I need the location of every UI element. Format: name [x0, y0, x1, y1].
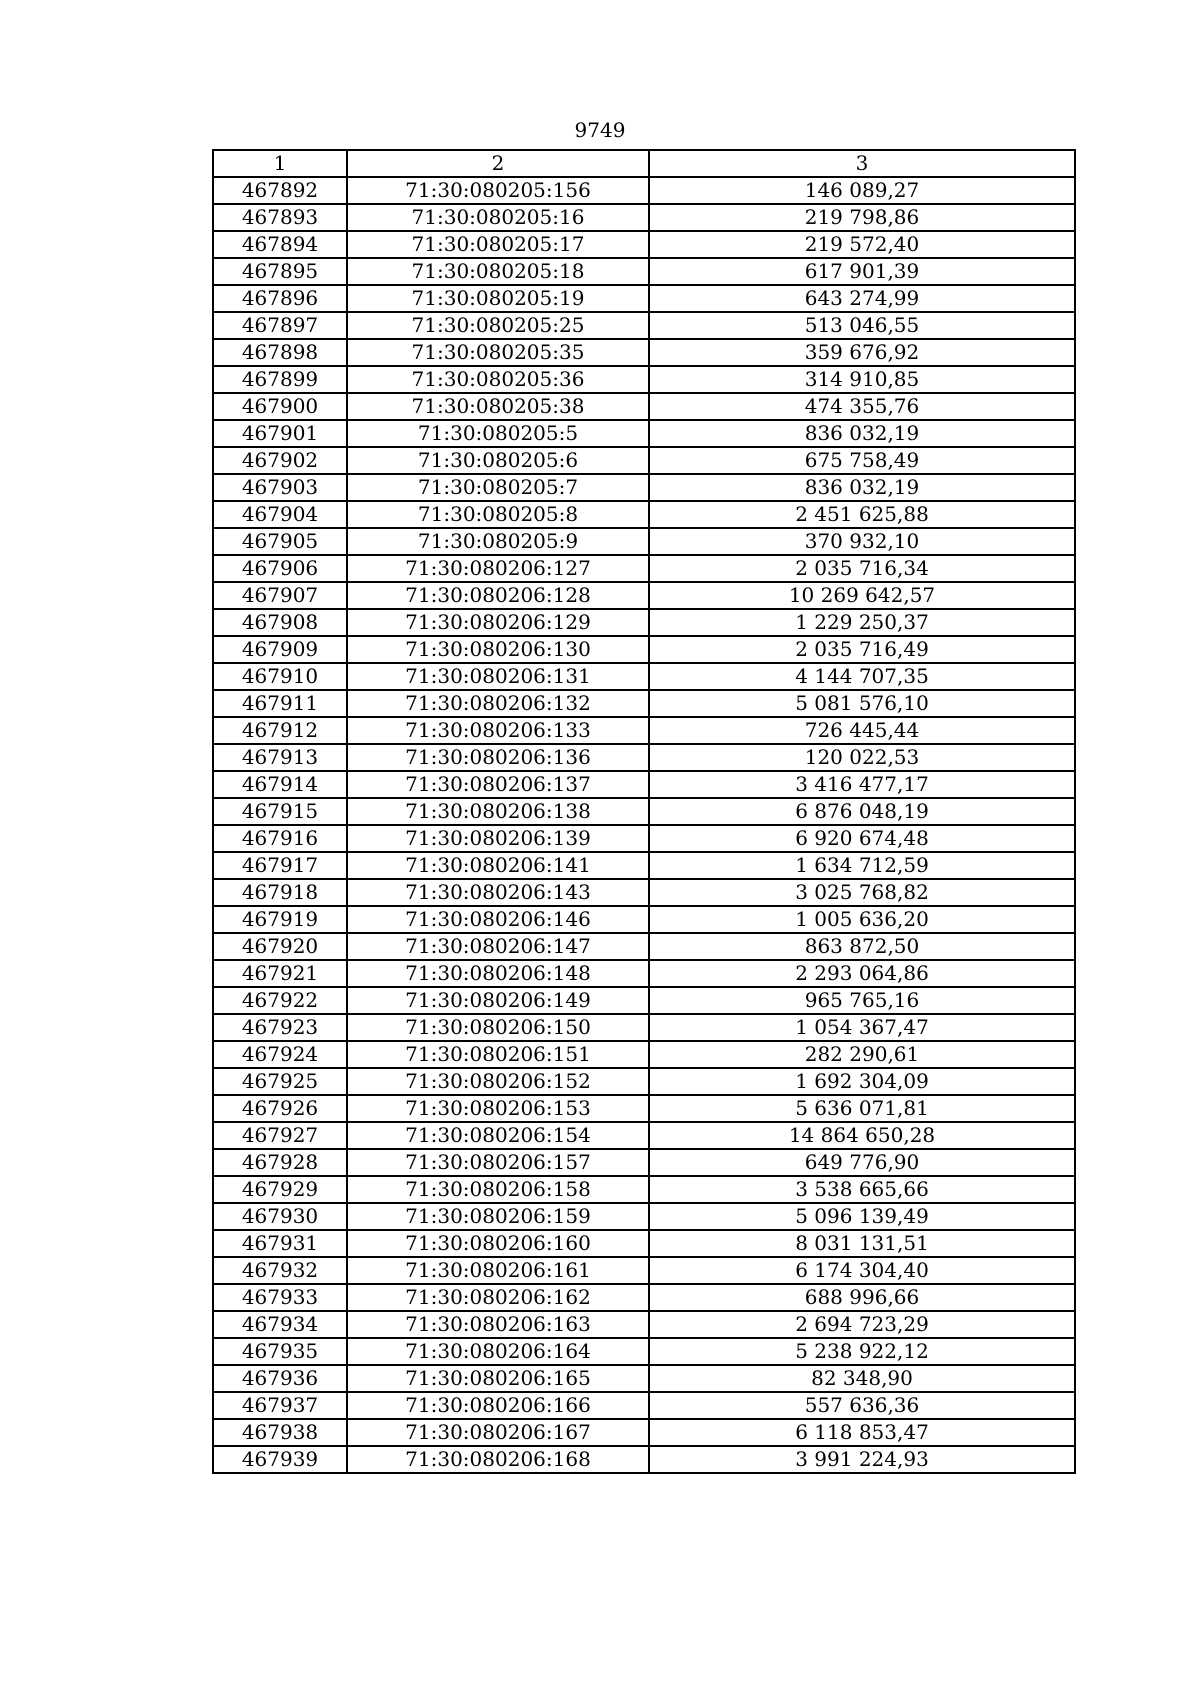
table-row: [213, 1392, 1075, 1419]
row-number-cell: 467907: [213, 582, 347, 609]
cadastral-number-cell: 71:30:080205:16: [347, 204, 649, 231]
value-cell: 6 118 853,47: [649, 1419, 1075, 1446]
cadastral-number-cell: 71:30:080206:137: [347, 771, 649, 798]
cadastral-number-cell: 71:30:080206:133: [347, 717, 649, 744]
cadastral-number-cell: 71:30:080206:157: [347, 1149, 649, 1176]
row-number-cell: 467915: [213, 798, 347, 825]
cadastral-number-cell: 71:30:080206:161: [347, 1257, 649, 1284]
table-row: [213, 258, 1075, 285]
table-row: [213, 393, 1075, 420]
value-cell: 1 005 636,20: [649, 906, 1075, 933]
table-row: [213, 798, 1075, 825]
value-cell: 146 089,27: [649, 177, 1075, 204]
table-row: [213, 744, 1075, 771]
page-number: 9749: [574, 118, 626, 142]
row-number-cell: 467896: [213, 285, 347, 312]
table-row: [213, 1311, 1075, 1338]
row-number-cell: 467909: [213, 636, 347, 663]
row-number-cell: 467897: [213, 312, 347, 339]
row-number-cell: 467925: [213, 1068, 347, 1095]
row-number-cell: 467930: [213, 1203, 347, 1230]
row-number-cell: 467921: [213, 960, 347, 987]
cadastral-number-cell: 71:30:080206:132: [347, 690, 649, 717]
cadastral-number-cell: 71:30:080206:129: [347, 609, 649, 636]
row-number-cell: 467932: [213, 1257, 347, 1284]
cadastral-number-cell: 71:30:080205:36: [347, 366, 649, 393]
row-number-cell: 467899: [213, 366, 347, 393]
table-row: [213, 1014, 1075, 1041]
row-number-cell: 467892: [213, 177, 347, 204]
table-row: [213, 1446, 1075, 1473]
row-number-cell: 467898: [213, 339, 347, 366]
cadastral-number-cell: 71:30:080206:162: [347, 1284, 649, 1311]
cadastral-number-cell: 71:30:080206:136: [347, 744, 649, 771]
cadastral-number-cell: 71:30:080206:141: [347, 852, 649, 879]
row-number-cell: 467938: [213, 1419, 347, 1446]
value-cell: 474 355,76: [649, 393, 1075, 420]
row-number-cell: 467908: [213, 609, 347, 636]
cadastral-number-cell: 71:30:080205:38: [347, 393, 649, 420]
value-cell: 617 901,39: [649, 258, 1075, 285]
value-cell: 3 025 768,82: [649, 879, 1075, 906]
table-row: [213, 825, 1075, 852]
row-number-cell: 467914: [213, 771, 347, 798]
value-cell: 5 081 576,10: [649, 690, 1075, 717]
table-row: [213, 1095, 1075, 1122]
value-cell: 282 290,61: [649, 1041, 1075, 1068]
row-number-cell: 467901: [213, 420, 347, 447]
cadastral-number-cell: 71:30:080206:150: [347, 1014, 649, 1041]
value-cell: 6 174 304,40: [649, 1257, 1075, 1284]
table-row: [213, 1365, 1075, 1392]
value-cell: 513 046,55: [649, 312, 1075, 339]
row-number-cell: 467923: [213, 1014, 347, 1041]
table-row: [213, 555, 1075, 582]
value-cell: 82 348,90: [649, 1365, 1075, 1392]
row-number-cell: 467911: [213, 690, 347, 717]
table-row: [213, 1257, 1075, 1284]
value-cell: 2 035 716,34: [649, 555, 1075, 582]
row-number-cell: 467916: [213, 825, 347, 852]
cadastral-number-cell: 71:30:080206:143: [347, 879, 649, 906]
value-cell: 3 416 477,17: [649, 771, 1075, 798]
table-row: [213, 663, 1075, 690]
cadastral-number-cell: 71:30:080205:25: [347, 312, 649, 339]
table-row: [213, 636, 1075, 663]
cadastral-number-cell: 71:30:080206:148: [347, 960, 649, 987]
table-row: [213, 1203, 1075, 1230]
table-row: [213, 177, 1075, 204]
value-cell: 6 876 048,19: [649, 798, 1075, 825]
row-number-cell: 467922: [213, 987, 347, 1014]
value-cell: 314 910,85: [649, 366, 1075, 393]
row-number-cell: 467935: [213, 1338, 347, 1365]
table-row: [213, 906, 1075, 933]
row-number-cell: 467920: [213, 933, 347, 960]
table-row: [213, 717, 1075, 744]
value-cell: 10 269 642,57: [649, 582, 1075, 609]
cadastral-number-cell: 71:30:080206:151: [347, 1041, 649, 1068]
value-cell: 688 996,66: [649, 1284, 1075, 1311]
row-number-cell: 467895: [213, 258, 347, 285]
row-number-cell: 467928: [213, 1149, 347, 1176]
cadastral-number-cell: 71:30:080205:19: [347, 285, 649, 312]
value-cell: 836 032,19: [649, 474, 1075, 501]
row-number-cell: 467927: [213, 1122, 347, 1149]
value-cell: 359 676,92: [649, 339, 1075, 366]
column-header-2: 2: [347, 150, 649, 177]
column-header-3: 3: [649, 150, 1075, 177]
row-number-cell: 467937: [213, 1392, 347, 1419]
cadastral-number-cell: 71:30:080206:149: [347, 987, 649, 1014]
cadastral-number-cell: 71:30:080205:17: [347, 231, 649, 258]
cadastral-number-cell: 71:30:080206:153: [347, 1095, 649, 1122]
column-header-1: 1: [213, 150, 347, 177]
table-row: [213, 231, 1075, 258]
table-row: [213, 852, 1075, 879]
row-number-cell: 467900: [213, 393, 347, 420]
row-number-cell: 467893: [213, 204, 347, 231]
value-cell: 5 636 071,81: [649, 1095, 1075, 1122]
row-number-cell: 467926: [213, 1095, 347, 1122]
value-cell: 675 758,49: [649, 447, 1075, 474]
table-row: [213, 609, 1075, 636]
row-number-cell: 467917: [213, 852, 347, 879]
data-table: [212, 149, 1076, 1474]
row-number-cell: 467934: [213, 1311, 347, 1338]
value-cell: 965 765,16: [649, 987, 1075, 1014]
cadastral-number-cell: 71:30:080206:146: [347, 906, 649, 933]
table-row: [213, 1230, 1075, 1257]
value-cell: 863 872,50: [649, 933, 1075, 960]
value-cell: 1 054 367,47: [649, 1014, 1075, 1041]
cadastral-number-cell: 71:30:080205:35: [347, 339, 649, 366]
table-row: [213, 582, 1075, 609]
value-cell: 219 798,86: [649, 204, 1075, 231]
cadastral-number-cell: 71:30:080206:128: [347, 582, 649, 609]
cadastral-number-cell: 71:30:080206:130: [347, 636, 649, 663]
value-cell: 2 293 064,86: [649, 960, 1075, 987]
row-number-cell: 467924: [213, 1041, 347, 1068]
value-cell: 836 032,19: [649, 420, 1075, 447]
row-number-cell: 467902: [213, 447, 347, 474]
value-cell: 5 238 922,12: [649, 1338, 1075, 1365]
row-number-cell: 467903: [213, 474, 347, 501]
cadastral-number-cell: 71:30:080205:7: [347, 474, 649, 501]
cadastral-number-cell: 71:30:080206:152: [347, 1068, 649, 1095]
value-cell: 643 274,99: [649, 285, 1075, 312]
cadastral-number-cell: 71:30:080206:154: [347, 1122, 649, 1149]
row-number-cell: 467936: [213, 1365, 347, 1392]
header-row: [213, 150, 1075, 177]
table-row: [213, 285, 1075, 312]
row-number-cell: 467913: [213, 744, 347, 771]
cadastral-number-cell: 71:30:080206:147: [347, 933, 649, 960]
value-cell: 3 538 665,66: [649, 1176, 1075, 1203]
value-cell: 370 932,10: [649, 528, 1075, 555]
table-row: [213, 960, 1075, 987]
value-cell: 14 864 650,28: [649, 1122, 1075, 1149]
value-cell: 1 634 712,59: [649, 852, 1075, 879]
table-row: [213, 1149, 1075, 1176]
table-row: [213, 474, 1075, 501]
row-number-cell: 467906: [213, 555, 347, 582]
row-number-cell: 467904: [213, 501, 347, 528]
cadastral-number-cell: 71:30:080206:165: [347, 1365, 649, 1392]
table-row: [213, 1419, 1075, 1446]
table-row: [213, 204, 1075, 231]
table-row: [213, 366, 1075, 393]
table-body: [213, 177, 1075, 1473]
table-header: [213, 150, 1075, 177]
cadastral-number-cell: 71:30:080206:159: [347, 1203, 649, 1230]
row-number-cell: 467910: [213, 663, 347, 690]
cadastral-number-cell: 71:30:080206:166: [347, 1392, 649, 1419]
cadastral-number-cell: 71:30:080205:6: [347, 447, 649, 474]
table-row: [213, 1122, 1075, 1149]
value-cell: 1 692 304,09: [649, 1068, 1075, 1095]
cadastral-number-cell: 71:30:080205:5: [347, 420, 649, 447]
cadastral-number-cell: 71:30:080206:168: [347, 1446, 649, 1473]
row-number-cell: 467912: [213, 717, 347, 744]
table-row: [213, 987, 1075, 1014]
table-row: [213, 312, 1075, 339]
table-row: [213, 501, 1075, 528]
table-row: [213, 1068, 1075, 1095]
table-row: [213, 1176, 1075, 1203]
cadastral-number-cell: 71:30:080206:164: [347, 1338, 649, 1365]
row-number-cell: 467933: [213, 1284, 347, 1311]
cadastral-number-cell: 71:30:080206:167: [347, 1419, 649, 1446]
value-cell: 4 144 707,35: [649, 663, 1075, 690]
cadastral-number-cell: 71:30:080205:8: [347, 501, 649, 528]
table-row: [213, 339, 1075, 366]
value-cell: 2 694 723,29: [649, 1311, 1075, 1338]
row-number-cell: 467929: [213, 1176, 347, 1203]
cadastral-number-cell: 71:30:080205:156: [347, 177, 649, 204]
row-number-cell: 467918: [213, 879, 347, 906]
cadastral-number-cell: 71:30:080206:163: [347, 1311, 649, 1338]
value-cell: 219 572,40: [649, 231, 1075, 258]
value-cell: 120 022,53: [649, 744, 1075, 771]
cadastral-number-cell: 71:30:080206:131: [347, 663, 649, 690]
value-cell: 726 445,44: [649, 717, 1075, 744]
cadastral-number-cell: 71:30:080206:127: [347, 555, 649, 582]
table-row: [213, 447, 1075, 474]
row-number-cell: 467919: [213, 906, 347, 933]
table-row: [213, 879, 1075, 906]
cadastral-number-cell: 71:30:080205:9: [347, 528, 649, 555]
cadastral-number-cell: 71:30:080206:160: [347, 1230, 649, 1257]
value-cell: 2 451 625,88: [649, 501, 1075, 528]
row-number-cell: 467931: [213, 1230, 347, 1257]
value-cell: 3 991 224,93: [649, 1446, 1075, 1473]
table-row: [213, 1338, 1075, 1365]
value-cell: 2 035 716,49: [649, 636, 1075, 663]
cadastral-number-cell: 71:30:080205:18: [347, 258, 649, 285]
table-row: [213, 690, 1075, 717]
cadastral-number-cell: 71:30:080206:158: [347, 1176, 649, 1203]
value-cell: 6 920 674,48: [649, 825, 1075, 852]
value-cell: 8 031 131,51: [649, 1230, 1075, 1257]
table-row: [213, 1041, 1075, 1068]
value-cell: 649 776,90: [649, 1149, 1075, 1176]
table-row: [213, 771, 1075, 798]
table-row: [213, 1284, 1075, 1311]
value-cell: 5 096 139,49: [649, 1203, 1075, 1230]
table-row: [213, 420, 1075, 447]
row-number-cell: 467894: [213, 231, 347, 258]
value-cell: 557 636,36: [649, 1392, 1075, 1419]
value-cell: 1 229 250,37: [649, 609, 1075, 636]
cadastral-number-cell: 71:30:080206:139: [347, 825, 649, 852]
table-row: [213, 933, 1075, 960]
table-row: [213, 528, 1075, 555]
cadastral-number-cell: 71:30:080206:138: [347, 798, 649, 825]
row-number-cell: 467939: [213, 1446, 347, 1473]
row-number-cell: 467905: [213, 528, 347, 555]
